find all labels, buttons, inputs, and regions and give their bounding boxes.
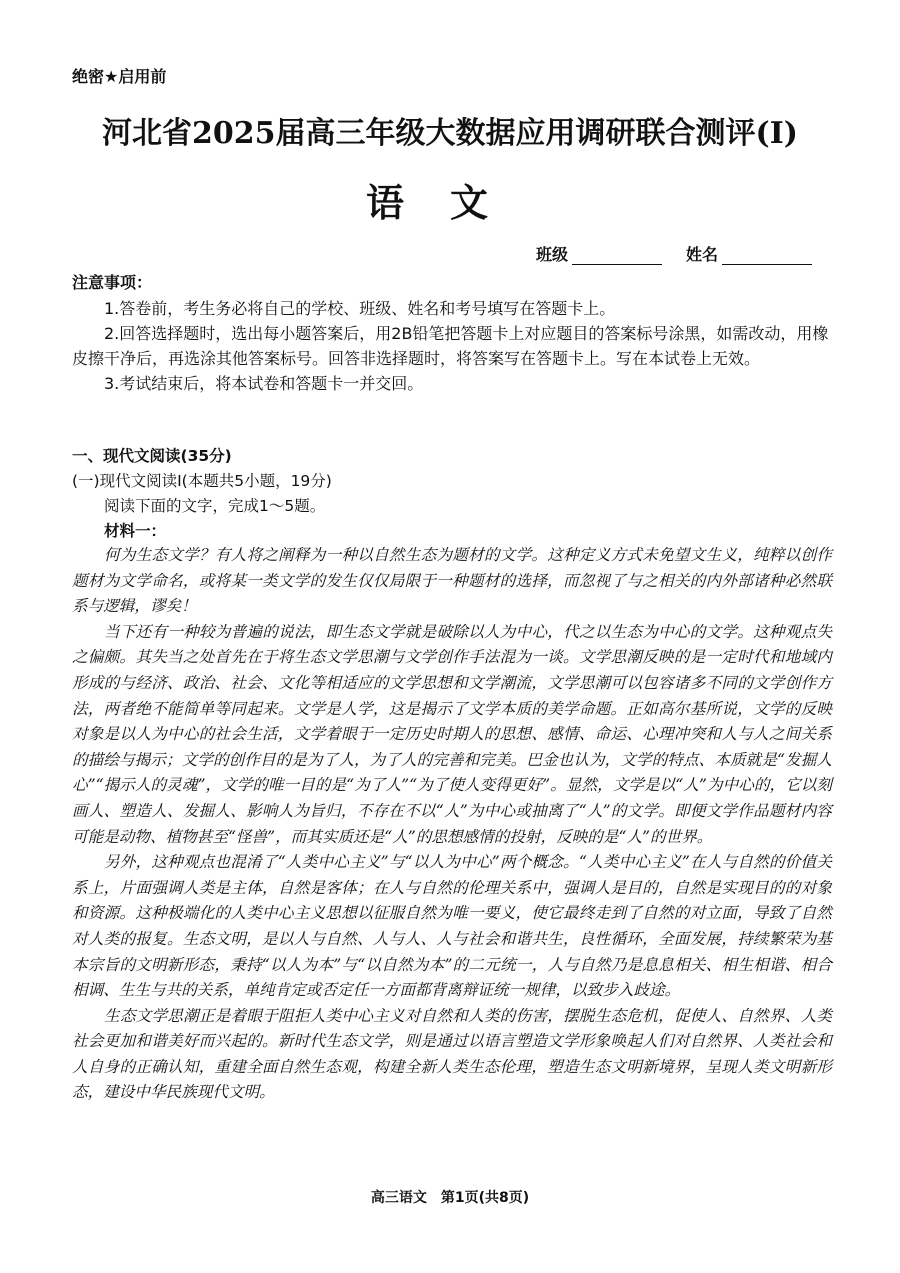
section-subheading: (一)现代文阅读Ⅰ(本题共5小题，19分) bbox=[72, 472, 332, 490]
secret-mark: 绝密★启用前 bbox=[72, 67, 167, 86]
notice-heading: 注意事项： bbox=[72, 273, 153, 292]
paragraph: 当下还有一种较为普遍的说法，即生态文学就是破除以人为中心，代之以生态为中心的文学。这种观点失之偏颇。其失当之处首先在于将生态文学思潮与文学创作手法混为一谈。文学思潮反映的是一定时代和地域内形成的与经济、政治、社会、文化等相适应的文学思想和文学潮流，文学思潮可以包容诸多不同的文学创作方法，两者绝不能简单等同起来。文学是人学，这是揭示了文学本质的美学命题。正如高尔基所说，文学的反映对象是以人为中心的社会生活，文学着眼于一定历史时期人的思想、感情、命运、心理冲突和人与人之间关系的描绘与揭示；文学的创作目的是为了人，为了人的完善和完美。巴金也认为，文学的特点、本质就是“发掘人心”“揭示人的灵魂”，文学的唯一目的是“为了人”“为了使人变得更好”。显然，文学是以“人”为中心的，它以刻画人、塑造人、发掘人、影响人为旨归，不存在不以“人”为中心或抽离了“人”的文学。即便文学作品题材内容可能是动物、植物甚至“怪兽”，而其实质还是“人”的思想感情的投射，反映的是“人”的世界。 bbox=[72, 622, 832, 846]
name-label: 姓名 bbox=[686, 245, 719, 264]
student-info-line bbox=[536, 242, 812, 265]
class-label: 班级 bbox=[536, 245, 569, 264]
paragraph: 另外，这种观点也混淆了“人类中心主义”与“以人为中心”两个概念。“人类中心主义”在人与自然的价值关系上，片面强调人类是主体，自然是客体；在人与自然的伦理关系中，强调人是目的，自然是实现目的的对象和资源。这种极端化的人类中心主义思想以征服自然为唯一要义，使它最终走到了自然的对立面，导致了自然对人类的报复。生态文明，是以人与自然、人与人、人与社会和谐共生，良性循环，全面发展，持续繁荣为基本宗旨的文明新形态，秉持“以人为本”与“以自然为本”的二元统一，人与自然乃是息息相关、相生相谐、相合相调、生生与共的关系，单纯肯定或否定任一方面都背离辩证统一规律，以致步入歧途。 bbox=[72, 853, 832, 1000]
material-label: 材料一： bbox=[104, 522, 167, 540]
paragraph: 生态文学思潮正是着眼于阻拒人类中心主义对自然和人类的伤害，摆脱生态危机，促使人、自然界、人类社会更加和谐美好而兴起的。新时代生态文学，则是通过以语言塑造文学形象唤起人们对自然界、人类社会和人自身的正确认知，重建全面自然生态观，构建全新人类生态伦理，塑造生态文明新境界，呈现人类文明新形态，建设中华民族现代文明。 bbox=[72, 1006, 832, 1102]
notice-item: 2.回答选择题时，选出每小题答案后，用2B铅笔把答题卡上对应题目的答案标号涂黑，如需改动，用橡皮擦干净后，再选涂其他答案标号。回答非选择题时，将答案写在答题卡上。写在本试卷上无效。 bbox=[72, 324, 829, 368]
paragraph: 何为生态文学？有人将之阐释为一种以自然生态为题材的文学。这种定义方式未免望文生义，纯粹以创作题材为文学命名，或将某一类文学的发生仅仅局限于一种题材的选择，而忽视了与之相关的内外部诸种必然联系与逻辑，谬矣！ bbox=[72, 546, 832, 616]
section-heading: 一、现代文阅读(35分) bbox=[72, 447, 232, 465]
class-blank bbox=[572, 248, 662, 265]
notice-list bbox=[72, 296, 832, 396]
notice-item: 1.答卷前，考生务必将自己的学校、班级、姓名和考号填写在答题卡上。 bbox=[104, 299, 616, 318]
section-header bbox=[72, 444, 832, 544]
section-instruction: 阅读下面的文字，完成1～5题。 bbox=[104, 497, 326, 515]
exam-title: 河北省2025届高三年级大数据应用调研联合测评(Ⅰ) bbox=[102, 116, 798, 151]
reading-material bbox=[72, 543, 832, 1106]
name-blank bbox=[722, 248, 812, 265]
page-footer: 高三语文 第1页(共8页) bbox=[370, 1190, 530, 1206]
subject-title: 语文 bbox=[365, 181, 534, 225]
notice-item: 3.考试结束后，将本试卷和答题卡一并交回。 bbox=[104, 374, 424, 393]
